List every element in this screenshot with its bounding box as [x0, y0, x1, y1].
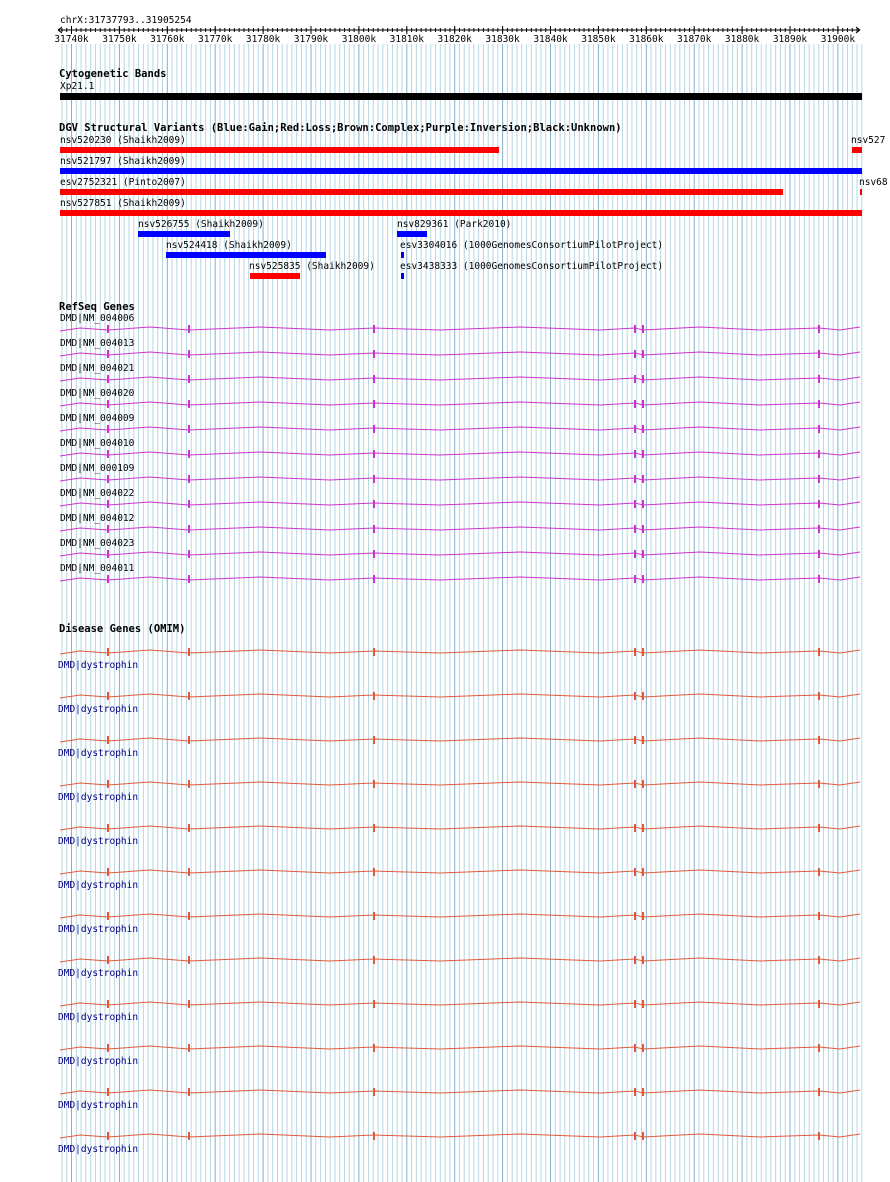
dgv-variant-bar[interactable] [166, 252, 326, 258]
refseq-gene-label[interactable]: DMD|NM_004020 [60, 388, 135, 399]
refseq-gene-intron [60, 377, 860, 381]
dgv-variant-bar[interactable] [401, 252, 404, 258]
dgv-variant-bar[interactable] [138, 231, 230, 237]
omim-gene-label[interactable]: DMD|dystrophin [58, 704, 139, 715]
refseq-gene-label[interactable]: DMD|NM_004011 [60, 563, 135, 574]
cytoband-bar[interactable] [60, 93, 862, 100]
region-label: chrX:31737793..31905254 [60, 15, 192, 26]
omim-gene-intron [60, 826, 860, 830]
ruler-tick-label: 31750k [102, 34, 137, 45]
ruler-tick-label: 31900k [820, 34, 856, 45]
omim-gene-label[interactable]: DMD|dystrophin [58, 880, 139, 891]
omim-gene-label[interactable]: DMD|dystrophin [58, 1056, 139, 1067]
dgv-variant-bar[interactable] [860, 189, 862, 195]
ruler-tick-label: 31810k [389, 34, 424, 45]
refseq-gene-label[interactable]: DMD|NM_004012 [60, 513, 135, 524]
dgv-variant-label[interactable]: nsv527 [851, 135, 886, 146]
refseq-gene-label[interactable]: DMD|NM_004006 [60, 313, 135, 324]
omim-gene-intron [60, 1002, 860, 1006]
omim-gene-intron [60, 782, 860, 786]
omim-gene-label[interactable]: DMD|dystrophin [58, 1100, 139, 1111]
refseq-gene-intron [60, 552, 860, 556]
ruler-tick-label: 31780k [245, 34, 281, 45]
refseq-gene-label[interactable]: DMD|NM_004009 [60, 413, 135, 424]
omim-gene-label[interactable]: DMD|dystrophin [58, 968, 139, 979]
refseq-gene-label[interactable]: DMD|NM_004013 [60, 338, 135, 349]
ruler-tick-label: 31840k [533, 34, 568, 45]
dgv-variant-bar[interactable] [60, 168, 862, 174]
ruler-tick-label: 31800k [341, 34, 377, 45]
refseq-gene-intron [60, 477, 860, 481]
refseq-gene-label[interactable]: DMD|NM_004022 [60, 488, 135, 499]
cytoband-label: Xp21.1 [60, 81, 95, 92]
dgv-variant-label[interactable]: nsv68 [859, 177, 888, 188]
omim-gene-label[interactable]: DMD|dystrophin [58, 836, 139, 847]
omim-gene-intron [60, 694, 860, 698]
refseq-track-title: RefSeq Genes [59, 301, 135, 313]
omim-gene-intron [60, 738, 860, 742]
omim-gene-label[interactable]: DMD|dystrophin [58, 1012, 139, 1023]
ruler-tick-label: 31850k [581, 34, 616, 45]
ruler-tick-label: 31890k [772, 34, 808, 45]
dgv-track-title: DGV Structural Variants (Blue:Gain;Red:Loss;Brown:Complex;Purple:Inversion;Black:Unknown) [59, 122, 622, 134]
dgv-variant-bar[interactable] [60, 147, 499, 153]
omim-gene-intron [60, 650, 860, 654]
ruler-tick-label: 31870k [677, 34, 712, 45]
dgv-variant-bar[interactable] [852, 147, 862, 153]
dgv-variant-bar[interactable] [60, 210, 862, 216]
dgv-variant-bar[interactable] [397, 231, 427, 237]
omim-gene-label[interactable]: DMD|dystrophin [58, 792, 139, 803]
dgv-variant-label[interactable]: nsv526755 (Shaikh2009) [138, 219, 264, 230]
dgv-variant-label[interactable]: esv3438333 (1000GenomesConsortiumPilotProject) [400, 261, 664, 272]
omim-gene-intron [60, 870, 860, 874]
ruler-tick-label: 31860k [629, 34, 664, 45]
dgv-variant-label[interactable]: esv2752321 (Pinto2007) [60, 177, 186, 188]
refseq-gene-intron [60, 427, 860, 431]
refseq-gene-intron [60, 577, 860, 581]
dgv-variant-label[interactable]: nsv521797 (Shaikh2009) [60, 156, 186, 167]
ruler-tick-label: 31820k [437, 34, 472, 45]
omim-gene-intron [60, 958, 860, 962]
ruler-tick-label: 31830k [485, 34, 520, 45]
dgv-variant-label[interactable]: nsv527851 (Shaikh2009) [60, 198, 186, 209]
dgv-variant-label[interactable]: esv3304016 (1000GenomesConsortiumPilotProject) [400, 240, 664, 251]
omim-gene-intron [60, 1090, 860, 1094]
refseq-gene-intron [60, 352, 860, 356]
omim-gene-label[interactable]: DMD|dystrophin [58, 924, 139, 935]
cytoband-track-title: Cytogenetic Bands [59, 68, 167, 80]
refseq-gene-intron [60, 502, 860, 506]
omim-gene-intron [60, 1134, 860, 1138]
refseq-gene-label[interactable]: DMD|NM_004010 [60, 438, 135, 449]
refseq-gene-intron [60, 327, 860, 331]
ruler-tick-label: 31790k [293, 34, 329, 45]
omim-gene-intron [60, 1046, 860, 1050]
refseq-gene-intron [60, 527, 860, 531]
ruler-tick-label: 31880k [724, 34, 760, 45]
omim-gene-label[interactable]: DMD|dystrophin [58, 748, 139, 759]
dgv-variant-label[interactable]: nsv524418 (Shaikh2009) [166, 240, 292, 251]
omim-gene-intron [60, 914, 860, 918]
refseq-gene-label[interactable]: DMD|NM_004023 [60, 538, 135, 549]
omim-gene-label[interactable]: DMD|dystrophin [58, 1144, 139, 1155]
omim-track-title: Disease Genes (OMIM) [59, 623, 186, 635]
omim-gene-label[interactable]: DMD|dystrophin [58, 660, 139, 671]
refseq-gene-label[interactable]: DMD|NM_004021 [60, 363, 135, 374]
dgv-variant-bar[interactable] [401, 273, 404, 279]
ruler-tick-label: 31740k [54, 34, 89, 45]
refseq-gene-label[interactable]: DMD|NM_000109 [60, 463, 135, 474]
dgv-variant-label[interactable]: nsv520230 (Shaikh2009) [60, 135, 186, 146]
dgv-variant-bar[interactable] [60, 189, 783, 195]
dgv-variant-bar[interactable] [250, 273, 300, 279]
dgv-variant-label[interactable]: nsv829361 (Park2010) [397, 219, 512, 230]
refseq-gene-intron [60, 402, 860, 406]
ruler-tick-label: 31770k [198, 34, 233, 45]
refseq-gene-intron [60, 452, 860, 456]
dgv-variant-label[interactable]: nsv525835 (Shaikh2009) [249, 261, 375, 272]
ruler-tick-label: 31760k [150, 34, 185, 45]
